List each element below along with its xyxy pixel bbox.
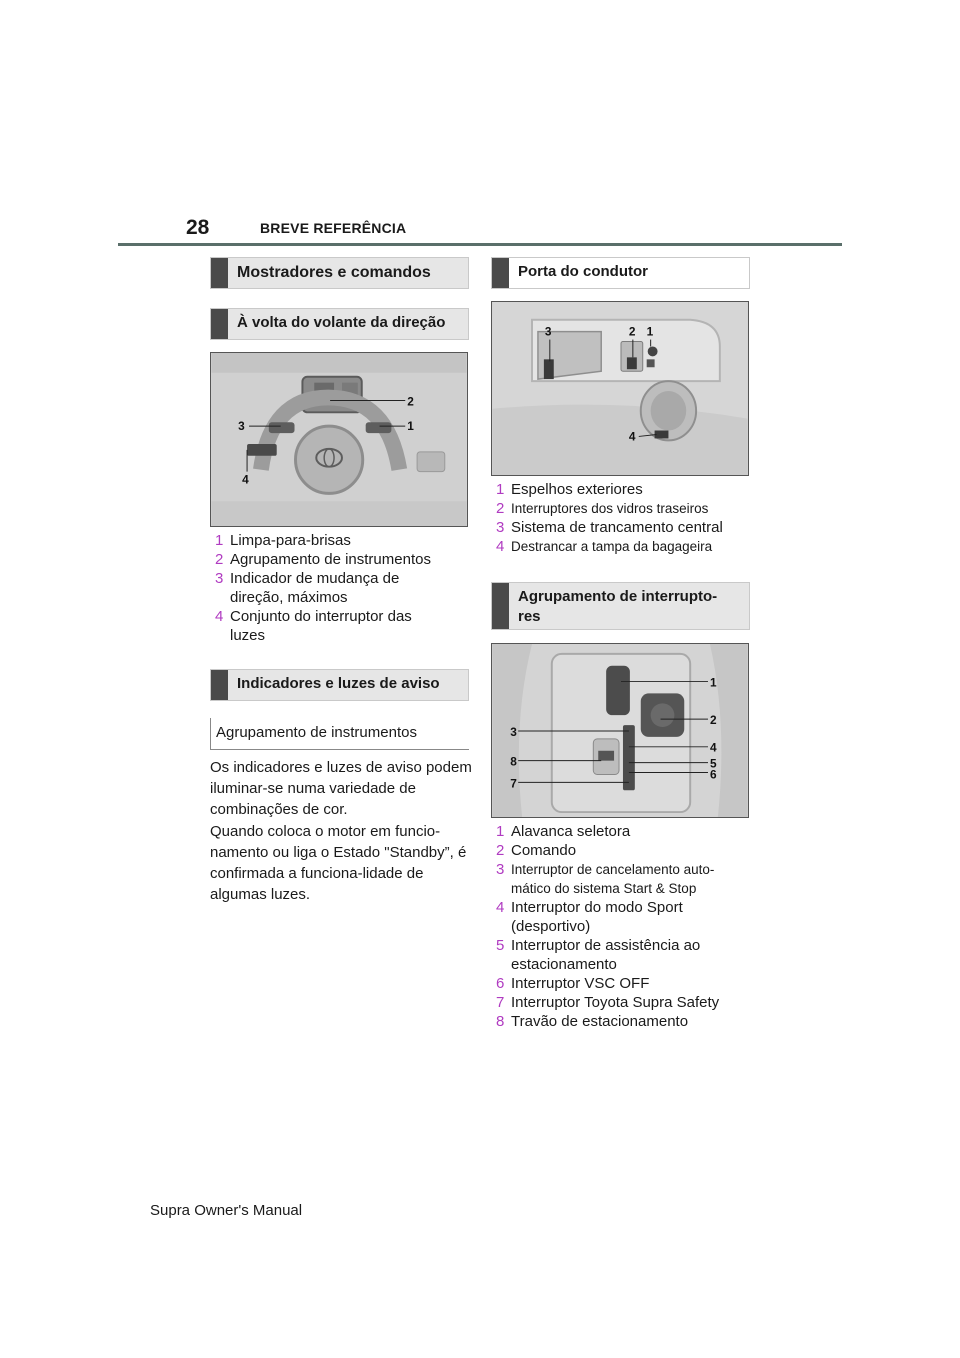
figure3-callout-4: 4	[709, 740, 717, 755]
figure1-callout-3: 3	[238, 419, 245, 434]
figure3-callout-2: 2	[709, 713, 717, 728]
figure2-callout-2: 2	[628, 324, 636, 339]
figure3-callout-5: 5	[709, 756, 717, 771]
figure3-callout-1: 1	[709, 675, 717, 690]
switch-cluster-figure	[491, 643, 749, 818]
subsection-bar-driver-door	[491, 257, 750, 289]
list-item: 4 Interruptor do modo Sport (desportivo)	[496, 899, 683, 935]
figure2-callout-3: 3	[544, 324, 552, 339]
list-item: 1 Alavanca seletora	[496, 823, 631, 840]
list-item: 3 Interruptor de cancelamento auto-mático do sistema Start & Stop	[496, 861, 715, 896]
figure1-callout-1: 1	[407, 419, 414, 434]
list-item: 6 Interruptor VSC OFF	[496, 975, 650, 992]
figure1-callout-4: 4	[242, 472, 249, 487]
steering-wheel-illustration	[211, 353, 467, 526]
driver-door-illustration	[492, 302, 748, 475]
steering-wheel-figure	[210, 352, 468, 527]
list-item: 2 Agrupamento de instrumentos	[215, 551, 431, 568]
driver-door-figure	[491, 301, 749, 476]
section-title: Mostradores e comandos	[237, 264, 431, 281]
figure3-callout-7: 7	[510, 776, 517, 791]
switch-cluster-illustration	[492, 644, 748, 817]
list-item: 1 Espelhos exteriores	[496, 481, 643, 498]
subsection-title: Indicadores e luzes de aviso	[237, 675, 440, 692]
list-item: 2 Comando	[496, 842, 577, 859]
list-item: 7 Interruptor Toyota Supra Safety	[496, 994, 720, 1011]
paragraph-indicators: Os indicadores e luzes de aviso podem iluminar-se numa variedade de combinações de cor.	[210, 759, 472, 818]
figure2-callout-4: 4	[628, 429, 636, 444]
paragraph-standby: Quando coloca o motor em funcio-namento ou liga o Estado "Standby”, é confirmada a funciona-lidade de algumas luzes.	[210, 823, 467, 903]
subsection-bar-indicators	[210, 669, 469, 701]
list-item: 1 Limpa-para-brisas	[215, 532, 351, 549]
chapter-title: BREVE REFERÊNCIA	[260, 220, 407, 236]
figure3-callout-8: 8	[510, 754, 517, 769]
subsection-title: Porta do condutor	[518, 263, 648, 280]
page-number: 28	[186, 216, 210, 239]
figure3-callout-6: 6	[709, 767, 717, 782]
subsection-bar-steering	[210, 308, 469, 340]
header-rule	[118, 243, 842, 246]
section-title-bar	[210, 257, 469, 289]
subsection-title: À volta do volante da direção	[237, 314, 446, 331]
list-item: 3 Sistema de trancamento central	[496, 519, 723, 536]
subsection-bar-switch-cluster	[491, 582, 750, 630]
figure3-callout-3: 3	[510, 724, 517, 739]
list-item: 3 Indicador de mudança de direção, máximos	[215, 570, 400, 606]
switch-cluster-list	[496, 822, 750, 1031]
subsection-title: Agrupamento de interrupto-res	[518, 588, 718, 625]
list-item: 5 Interruptor de assistência ao estacionamento	[496, 937, 701, 973]
list-item: 4 Conjunto do interruptor das luzes	[215, 608, 412, 644]
list-item: 4 Destrancar a tampa da bagageira	[496, 538, 713, 555]
figure2-callout-1: 1	[646, 324, 654, 339]
subhead-instrument-cluster: Agrupamento de instrumentos	[216, 724, 417, 741]
list-item: 8 Travão de estacionamento	[496, 1013, 689, 1030]
steering-controls-list	[215, 531, 465, 645]
driver-door-list	[496, 480, 750, 556]
footer-manual-title: Supra Owner's Manual	[150, 1202, 303, 1219]
list-item: 2 Interruptores dos vidros traseiros	[496, 500, 709, 517]
figure1-callout-2: 2	[407, 394, 414, 409]
